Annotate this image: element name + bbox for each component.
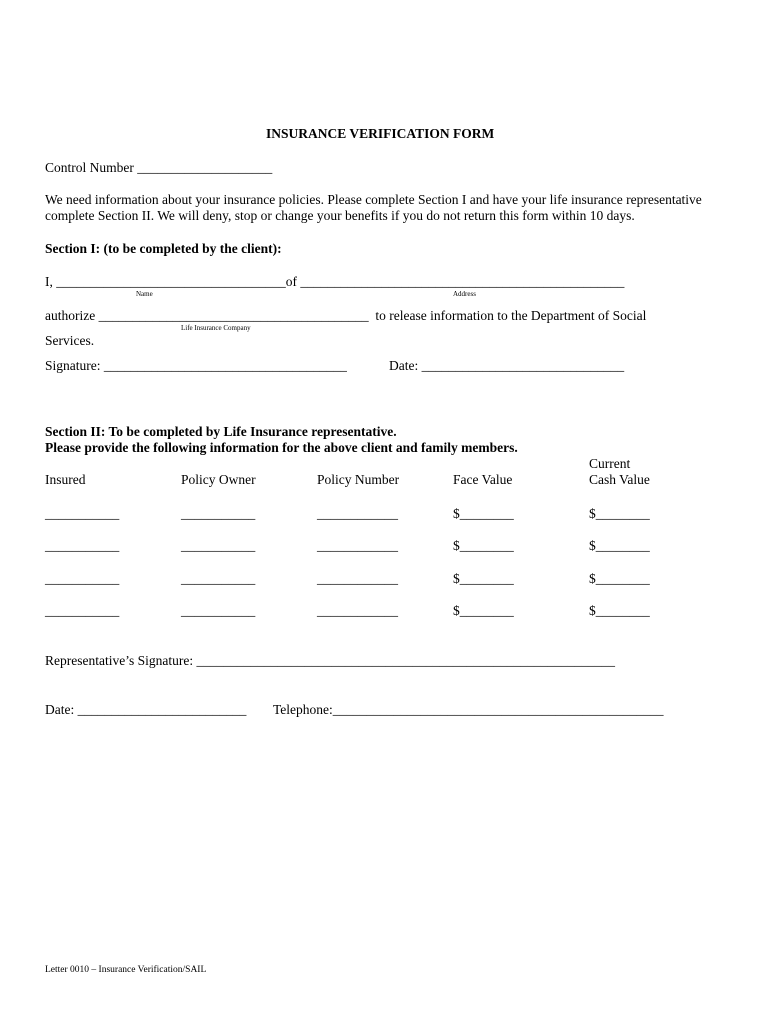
control-number-label: Control Number	[45, 160, 134, 175]
release-text: to release information to the Department of Social	[375, 308, 647, 323]
row-2-insured-field[interactable]: ___________	[45, 538, 120, 553]
row-4-face-value-field[interactable]: $________	[453, 603, 514, 618]
form-title: INSURANCE VERIFICATION FORM	[266, 126, 495, 141]
representative-signature-line	[45, 653, 615, 669]
column-header-insured: Insured	[45, 472, 86, 487]
section-2-instructions: Please provide the following information for the above client and family members.	[45, 440, 518, 455]
address-caption: Address	[453, 290, 476, 298]
of-label: of	[285, 274, 297, 289]
section-1-heading: Section I: (to be completed by the client):	[45, 241, 282, 256]
row-2-cash-value-field[interactable]: $________	[589, 538, 650, 553]
intro-line-1: We need information about your insurance policies. Please complete Section I and have your life insurance representative	[45, 192, 702, 207]
row-3-cash-value-field[interactable]: $________	[589, 571, 650, 586]
representative-date-field[interactable]: _________________________	[77, 702, 247, 717]
representative-signature-label: Representative’s Signature:	[45, 653, 194, 668]
client-address-field[interactable]: ________________________________________________	[300, 274, 625, 289]
column-header-policy-owner: Policy Owner	[181, 472, 256, 487]
column-header-cash-value: Cash Value	[589, 472, 650, 487]
row-1-cash-value-field[interactable]: $________	[589, 506, 650, 521]
services-text: Services.	[45, 333, 95, 348]
row-1-policy-number-field[interactable]: ____________	[317, 506, 398, 521]
life-insurance-company-field[interactable]: ________________________________________	[98, 308, 369, 323]
company-caption: Life Insurance Company	[181, 324, 251, 332]
client-date-field[interactable]: ______________________________	[421, 358, 625, 373]
row-4-policy-owner-field[interactable]: ___________	[181, 603, 256, 618]
row-4-policy-number-field[interactable]: ____________	[317, 603, 398, 618]
representative-signature-field[interactable]: ______________________________________________________________	[196, 653, 615, 668]
column-header-policy-number: Policy Number	[317, 472, 400, 487]
client-signature-line	[45, 358, 347, 374]
authorize-line	[45, 308, 646, 324]
client-date-line	[389, 358, 624, 374]
row-1-insured-field[interactable]: ___________	[45, 506, 120, 521]
column-header-current: Current	[589, 456, 631, 471]
signature-label: Signature:	[45, 358, 101, 373]
footer-form-id: Letter 0010 – Insurance Verification/SAIL	[45, 965, 207, 975]
column-header-face-value: Face Value	[453, 472, 513, 487]
row-4-cash-value-field[interactable]: $________	[589, 603, 650, 618]
authorize-label: authorize	[45, 308, 96, 323]
row-3-policy-owner-field[interactable]: ___________	[181, 571, 256, 586]
representative-date-line	[45, 702, 246, 718]
row-1-policy-owner-field[interactable]: ___________	[181, 506, 256, 521]
date-label: Date:	[389, 358, 419, 373]
row-2-face-value-field[interactable]: $________	[453, 538, 514, 553]
row-2-policy-owner-field[interactable]: ___________	[181, 538, 256, 553]
row-4-insured-field[interactable]: ___________	[45, 603, 120, 618]
row-3-insured-field[interactable]: ___________	[45, 571, 120, 586]
row-3-face-value-field[interactable]: $________	[453, 571, 514, 586]
intro-line-2: complete Section II. We will deny, stop or change your benefits if you do not return this form within 10 days.	[45, 208, 635, 223]
client-name-field[interactable]: __________________________________	[56, 274, 286, 289]
section-2-heading: Section II: To be completed by Life Insurance representative.	[45, 424, 397, 439]
control-number	[45, 160, 272, 176]
control-number-field[interactable]: ____________________	[137, 160, 273, 175]
row-2-policy-number-field[interactable]: ____________	[317, 538, 398, 553]
row-1-face-value-field[interactable]: $________	[453, 506, 514, 521]
representative-date-label: Date:	[45, 702, 75, 717]
client-name-line	[45, 274, 624, 290]
telephone-line	[273, 702, 664, 718]
telephone-field[interactable]: _________________________________________________	[332, 702, 664, 717]
telephone-label: Telephone:	[273, 702, 333, 717]
client-signature-field[interactable]: ____________________________________	[103, 358, 347, 373]
row-3-policy-number-field[interactable]: ____________	[317, 571, 398, 586]
i-label: I,	[45, 274, 53, 289]
name-caption: Name	[136, 290, 153, 298]
